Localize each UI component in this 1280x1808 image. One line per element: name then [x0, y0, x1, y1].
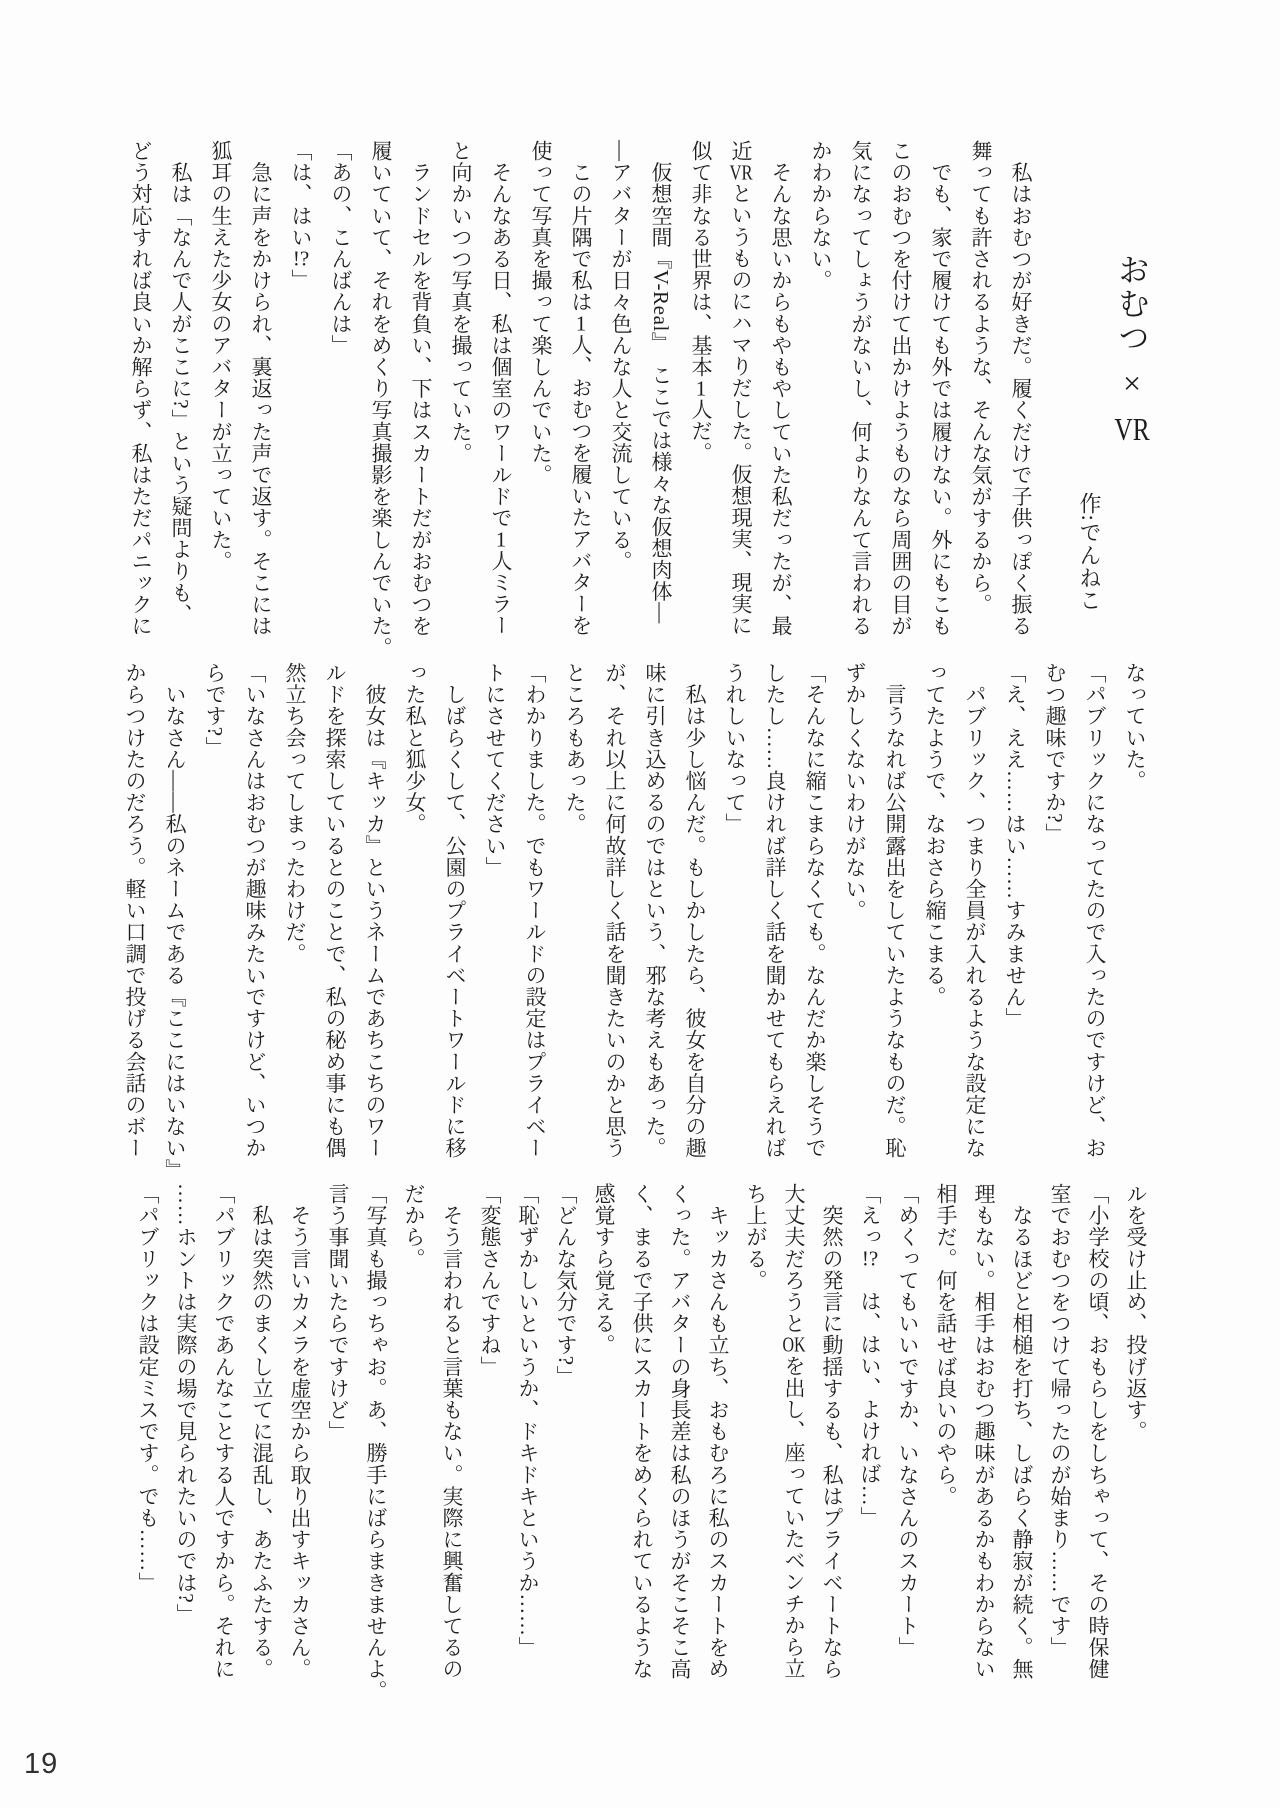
- text-column: 「恥ずかしいというか、ドキドキというか……」: [516, 1183, 540, 1659]
- text-column: だから。: [402, 1183, 426, 1270]
- text-column: 私は「なんで人がここに?」という疑問よりも、: [169, 140, 193, 626]
- text-column: うれしいなって」: [723, 662, 747, 835]
- latin-upright: OK: [782, 1334, 806, 1356]
- text-column: むつ趣味ですか?」: [1043, 662, 1067, 845]
- text-column: ずかしくないわけがない。: [843, 662, 867, 922]
- text-column: 「パブリックであんなことする人ですから。それに: [212, 1183, 236, 1680]
- text-column: ところもあった。: [563, 662, 587, 835]
- text-column: ―アバターが日々色んな人と交流している。: [609, 140, 633, 572]
- text-column: 「そんなに縮こまらなくても。なんだか楽しそうで: [803, 662, 827, 1159]
- text-column: なっていた。: [1123, 662, 1147, 792]
- text-column: らです?」: [203, 662, 227, 759]
- text-column: 理もない。相手はおむつ趣味があるかもわからない: [972, 1183, 996, 1680]
- text-column: が、それ以上に何故詳しく話を聞きたいのかと思う: [603, 662, 627, 1159]
- text-column: 「どんな気分です?」: [554, 1183, 578, 1388]
- story-title: おむつ × VR: [1114, 253, 1150, 445]
- text-column: 「変態さんですね」: [478, 1183, 502, 1378]
- text-column: 狐耳の生えた少女のアバターが立っていた。: [209, 140, 233, 572]
- text-column: 然立ち会ってしまったわけだ。: [283, 662, 307, 965]
- text-column: 私は突然のまくし立てに混乱し、あたふたする。: [250, 1183, 274, 1680]
- story-author: 作:でんねこ: [1077, 492, 1102, 612]
- text-column: くった。アバターの身長差は私のほうがそこそこ高: [668, 1183, 692, 1680]
- text-column: 「あの、こんばんは」: [329, 140, 353, 356]
- text-column: この片隅で私は1人、おむつを履いたアバターを: [569, 140, 593, 637]
- latin-upright: !?: [861, 1247, 879, 1269]
- text-column: 似て非なる世界は、基本1人だ。: [689, 140, 713, 464]
- latin-upright: 1: [575, 312, 587, 334]
- text-column: 大丈夫だろうとOKを出し、座っていたベンチから立: [782, 1183, 806, 1680]
- text-column: キッカさんも立ち、おもむろに私のスカートをめ: [706, 1183, 730, 1680]
- text-column: でも、家で履けても外では履けない。外にもこも: [929, 140, 953, 637]
- latin-upright: !?: [292, 248, 310, 269]
- text-column: ランドセルを背負い、下はスカートだがおむつを: [409, 140, 433, 637]
- text-band-bottom: [129, 1183, 1155, 1702]
- text-column: いなさん――私のネームである『ここにはいない』: [163, 662, 187, 1181]
- text-column: 仮想空間『V-Real』 ここでは様々な仮想肉体―: [649, 140, 673, 624]
- text-column: 履いていて、それをめくり写真撮影を楽しんでいた。: [369, 140, 393, 659]
- text-column: しばらくして、公園のプライベートワールドに移: [443, 662, 467, 1159]
- text-column: どう対応すれば良いか解らず、私はただパニックに: [129, 140, 153, 637]
- text-column: 「小学校の頃、おもらしをしちゃって、その時保健: [1086, 1183, 1110, 1680]
- text-column: 近VRというものにハマりだした。仮想現実、現実に: [729, 140, 753, 637]
- text-column: パブリック、つまり全員が入れるような設定にな: [963, 662, 987, 1159]
- text-band-top: [121, 140, 1155, 659]
- text-column: 言う事聞いたらですけど」: [326, 1183, 350, 1443]
- latin-upright: VR: [729, 161, 753, 183]
- text-column: 気になってしょうがないし、何よりなんて言われる: [849, 140, 873, 637]
- latin-upright: 1: [495, 528, 507, 550]
- text-column: ってたようで、なおさら縮こまる。: [923, 662, 947, 1008]
- text-column: 私はおむつが好きだ。履くだけで子供っぽく振る: [1009, 140, 1033, 637]
- text-column: 「パブリックは設定ミスです。でも……」: [136, 1183, 160, 1594]
- text-column: 「パブリックになってたので入ったのですけど、お: [1083, 662, 1107, 1159]
- text-column: からつけたのだろう。軽い口調で投げる会話のボー: [123, 662, 147, 1159]
- latin-upright: VR: [1114, 413, 1150, 445]
- text-column: 室でおむつをつけて帰ったのが始まり……です」: [1048, 1183, 1072, 1659]
- text-column: ルを受け止め、投げ返す。: [1124, 1183, 1148, 1443]
- text-column: 急に声をかけられ、裏返った声で返す。そこには: [249, 140, 273, 637]
- text-column: 「わかりました。でもワールドの設定はプライベー: [523, 662, 547, 1159]
- page-number: 19: [24, 1748, 59, 1780]
- text-column: 突然の発言に動揺するも、私はプライベートなら: [820, 1183, 844, 1680]
- text-column: なるほどと相槌を打ち、しばらく静寂が続く。無: [1010, 1183, 1034, 1680]
- text-column: 言うなれば公開露出をしていたようなものだ。恥: [883, 662, 907, 1159]
- text-column: った私と狐少女。: [403, 662, 427, 835]
- text-column: と向かいつつ写真を撮っていた。: [449, 140, 473, 464]
- text-column: 舞っても許されるような、そんな気がするから。: [969, 140, 993, 616]
- text-column: 「は、はい!?」: [289, 140, 313, 291]
- text-column: 感覚すら覚える。: [592, 1183, 616, 1356]
- text-band-middle: [115, 662, 1155, 1181]
- text-column: ……ホントは実際の場で見られたいのでは?」: [174, 1183, 198, 1625]
- latin-sideways: V-Real: [649, 269, 673, 332]
- text-column: したし……良ければ詳しく話を聞かせてもらえれば: [763, 662, 787, 1159]
- text-column: 味に引き込めるのではという、邪な考えもあった。: [643, 662, 667, 1159]
- text-column: 私は少し悩んだ。もしかしたら、彼女を自分の趣: [683, 662, 707, 1159]
- text-column: 彼女は『キッカ』というネームであちこちのワー: [363, 662, 387, 1159]
- text-column: かわからない。: [809, 140, 833, 292]
- text-column: ルドを探索しているとのことで、私の秘め事にも偶: [323, 662, 347, 1159]
- text-column: 「めくってもいいですか、いなさんのスカート」: [896, 1183, 920, 1659]
- text-column: そんなある日、私は個室のワールドで1人ミラー: [489, 140, 513, 637]
- text-column: そう言いカメラを虚空から取り出すキッカさん。: [288, 1183, 312, 1680]
- text-column: 「えっ!? は、はい、よければ…」: [858, 1183, 882, 1529]
- text-column: 「え、ええ……はい……すみません」: [1003, 662, 1027, 1030]
- text-column: そんな思いからもやもやしていた私だったが、最: [769, 140, 793, 637]
- text-column: 「写真も撮っちゃお。あ、勝手にばらまきませんよ。: [364, 1183, 388, 1702]
- text-column: そう言われると言葉もない。実際に興奮してるの: [440, 1183, 464, 1680]
- text-column: このおむつを付けて出かけようものなら周囲の目が: [889, 140, 913, 637]
- text-column: く、まるで子供にスカートをめくられているような: [630, 1183, 654, 1680]
- latin-upright: 1: [695, 377, 707, 399]
- text-column: 相手だ。何を話せば良いのやら。: [934, 1183, 958, 1507]
- text-column: 「いなさんはおむつが趣味みたいですけど、いつか: [243, 662, 267, 1159]
- text-column: 使って写真を撮って楽しんでいた。: [529, 140, 553, 486]
- text-column: ち上がる。: [744, 1183, 768, 1291]
- text-column: トにさせてください」: [483, 662, 507, 878]
